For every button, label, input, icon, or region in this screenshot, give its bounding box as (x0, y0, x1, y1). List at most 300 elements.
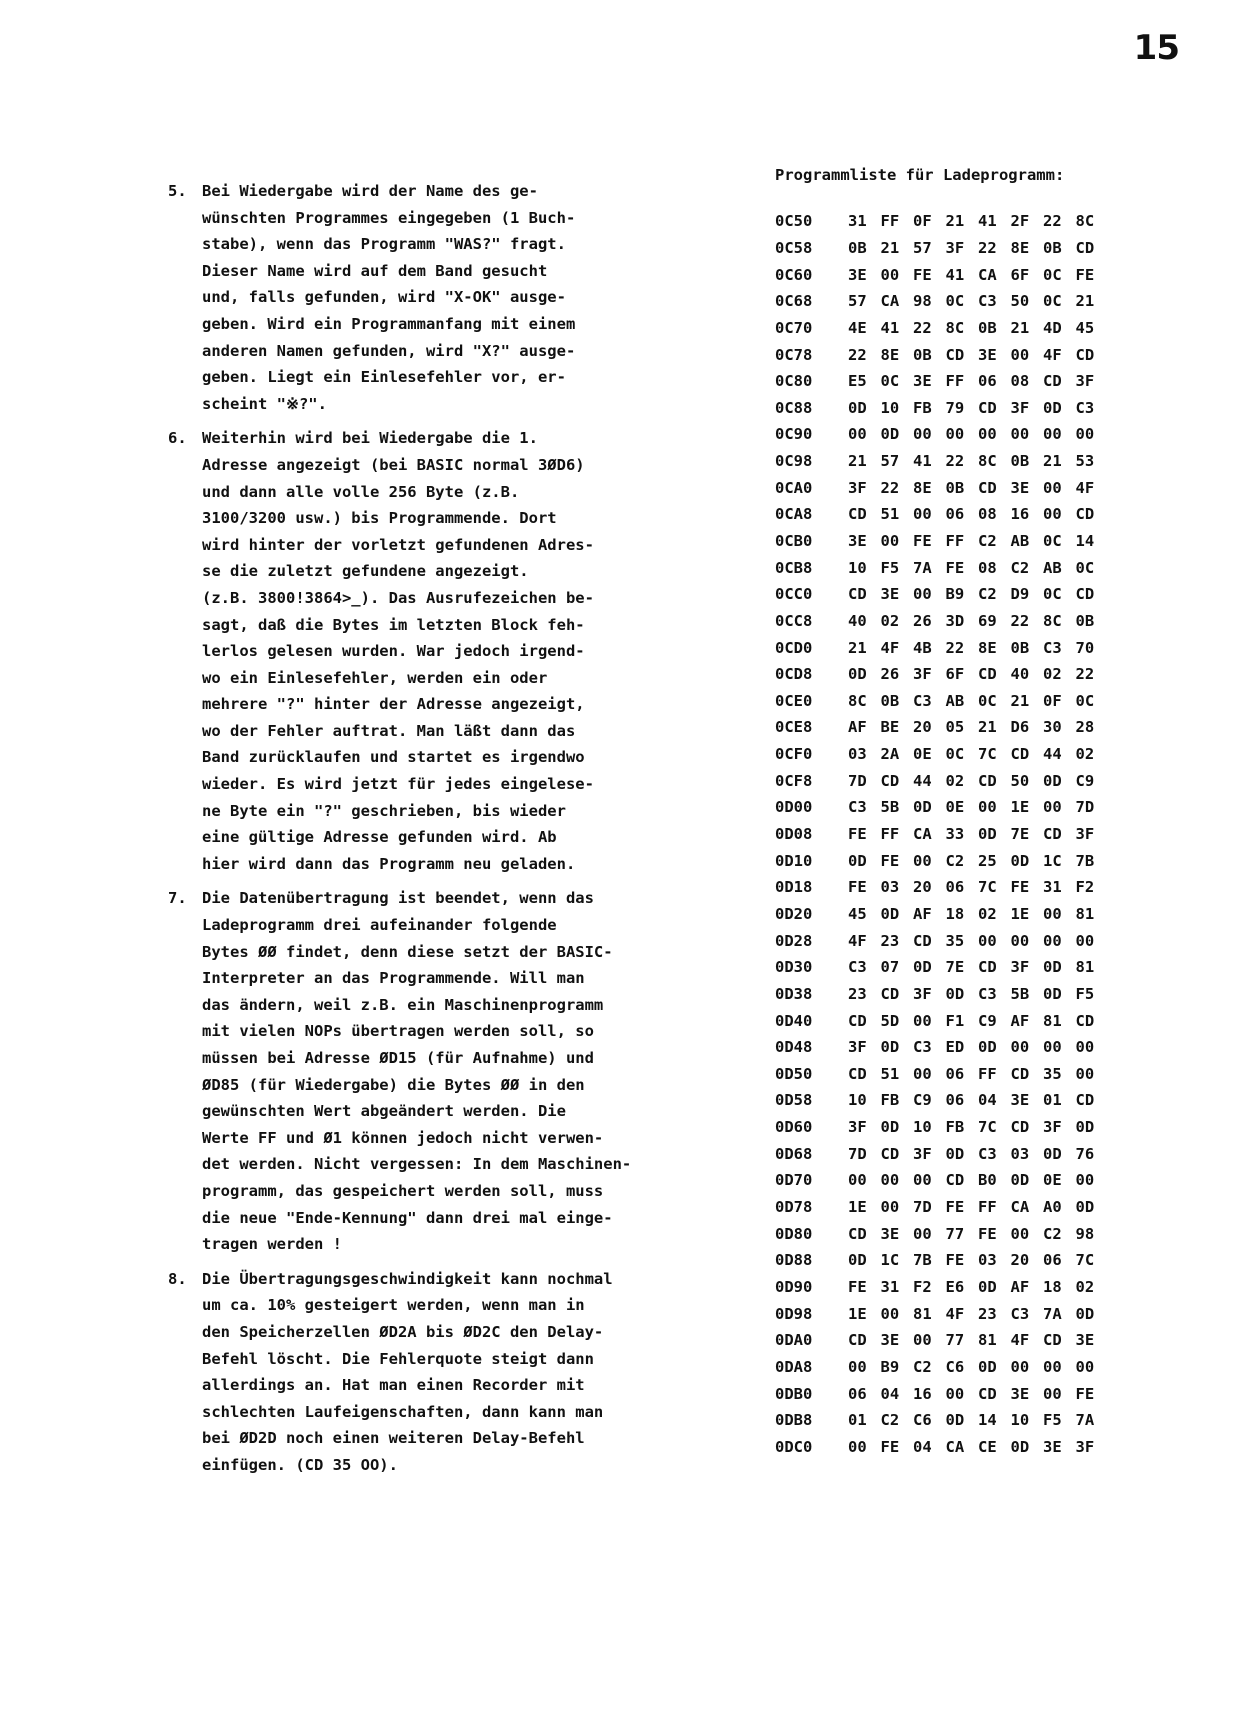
hex-byte: 23 (978, 1304, 997, 1323)
hex-byte: 3F (848, 478, 867, 497)
hex-byte: 0D (880, 1038, 900, 1057)
text-line: stabe), wenn das Programm "WAS?" fragt. (202, 235, 566, 254)
hex-byte: 98 (913, 292, 932, 311)
hex-byte: 7A (1043, 1304, 1062, 1323)
hex-byte: 4F (945, 1304, 965, 1323)
hex-byte: 20 (1010, 1251, 1030, 1270)
numbered-paragraph (168, 178, 728, 417)
hex-row (775, 767, 1195, 794)
hex-row (775, 394, 1195, 421)
hex-byte: 00 (913, 1011, 932, 1030)
hex-byte: 00 (1043, 478, 1062, 497)
text-line: wieder. Es wird jetzt für jedes eingelese- (202, 775, 594, 794)
hex-byte: CA (913, 825, 932, 844)
hex-byte: 6F (945, 665, 965, 684)
text-line: wo der Fehler auftrat. Man läßt dann das (202, 721, 576, 740)
hex-byte: 0C (978, 691, 997, 710)
hex-byte: 0D (880, 1118, 900, 1137)
hex-byte: 0D (945, 1144, 965, 1163)
hex-row (775, 341, 1195, 368)
hex-byte: 00 (913, 851, 932, 870)
text-line: allerdings an. Hat man einen Recorder mit (202, 1376, 585, 1395)
hex-byte: C2 (945, 851, 965, 870)
text-line: Band zurücklaufen und startet es irgendwo (202, 748, 585, 767)
hex-byte: AF (1010, 1277, 1030, 1296)
hex-byte: 4E (848, 318, 867, 337)
paragraph-body (202, 425, 728, 877)
text-line: ØD85 (für Wiedergabe) die Bytes ØØ in den (202, 1075, 585, 1094)
hex-byte: CD (945, 1171, 965, 1190)
hex-byte: 0B (848, 238, 867, 257)
hex-byte: 3E (880, 1331, 900, 1350)
hex-byte: 3E (1010, 478, 1030, 497)
hex-byte: 0C (1043, 532, 1062, 550)
hex-byte: 00 (1075, 1064, 1095, 1083)
hex-byte: 44 (913, 771, 932, 790)
hex-address: 0D48 (775, 1038, 813, 1057)
hex-byte: 00 (978, 931, 997, 950)
hex-byte: CD (848, 1224, 867, 1243)
hex-byte: 53 (1075, 452, 1095, 471)
hex-address: 0D68 (775, 1144, 813, 1163)
hex-byte: 0D (880, 904, 900, 923)
text-line: gewünschten Wert abgeändert werden. Die (202, 1102, 566, 1121)
hex-byte: CA (945, 1437, 965, 1456)
hex-byte: 8E (880, 345, 900, 364)
hex-byte: 00 (1010, 1224, 1030, 1243)
hex-byte: 02 (880, 611, 900, 630)
hex-byte: 26 (913, 611, 932, 630)
hex-byte: A0 (1043, 1198, 1062, 1217)
hex-byte: 3E (848, 532, 867, 550)
text-line: (z.B. 3800!3864>_). Das Ausrufezeichen be- (202, 588, 594, 607)
hex-byte: 2A (880, 745, 900, 764)
text-line: sagt, daß die Bytes im letzten Block feh- (202, 615, 585, 634)
hex-byte: F5 (1075, 984, 1095, 1003)
hex-byte: 7C (1075, 1251, 1095, 1270)
hex-byte: 21 (880, 238, 900, 257)
hex-byte: 31 (1043, 878, 1062, 897)
text-line: Adresse angezeigt (bei BASIC normal 3ØD6) (202, 455, 585, 474)
hex-row (775, 821, 1195, 848)
hex-byte: 21 (848, 452, 867, 471)
hex-byte: 0C (1043, 585, 1062, 604)
hex-byte: 22 (945, 638, 965, 657)
hex-byte: 33 (945, 825, 965, 844)
hex-byte: 00 (1075, 1171, 1095, 1190)
hex-byte: F2 (913, 1277, 932, 1296)
hex-byte: B9 (945, 585, 965, 604)
hex-byte: 8C (945, 318, 965, 337)
hex-byte: 21 (945, 212, 965, 231)
text-line: und, falls gefunden, wird "X-OK" ausge- (202, 288, 566, 307)
hex-byte: 00 (913, 1224, 932, 1243)
text-line: Interpreter an das Programmende. Will man (202, 969, 585, 988)
hex-address: 0C60 (775, 265, 813, 284)
hex-address: 0D00 (775, 798, 813, 817)
hex-byte: CD (978, 1384, 997, 1403)
hex-address: 0D20 (775, 904, 813, 923)
hex-byte: 06 (945, 1091, 965, 1110)
hex-byte: CD (978, 958, 997, 977)
text-line: die neue "Ende-Kennung" dann drei mal einge- (202, 1208, 613, 1227)
hex-byte: 3F (913, 1144, 932, 1163)
hex-byte: C9 (1075, 771, 1095, 790)
hex-byte: CD (978, 398, 997, 417)
hex-byte: FE (848, 1277, 867, 1296)
hex-row (775, 1247, 1195, 1274)
hex-byte: 0D (1043, 958, 1062, 977)
hex-byte: 0D (1010, 1171, 1030, 1190)
text-line: mehrere "?" hinter der Adresse angezeigt, (202, 695, 585, 714)
hex-byte: C3 (978, 1144, 997, 1163)
hex-byte: C9 (913, 1091, 932, 1110)
hex-byte: 16 (913, 1384, 932, 1403)
hex-byte: AF (1010, 1011, 1030, 1030)
paragraph-number: 8. (168, 1269, 187, 1288)
hex-byte: 23 (880, 931, 900, 950)
hex-byte: 0D (945, 1411, 965, 1430)
hex-byte: FE (848, 825, 867, 844)
hex-byte: 70 (1075, 638, 1095, 657)
hex-byte: F5 (880, 558, 900, 577)
hex-byte: CD (1075, 1011, 1095, 1030)
text-line: das ändern, weil z.B. ein Maschinenprogramm (202, 995, 604, 1014)
hex-byte: 01 (1043, 1091, 1062, 1110)
hex-byte: 00 (1043, 931, 1062, 950)
hex-byte: 03 (1010, 1144, 1030, 1163)
text-line: eine gültige Adresse gefunden wird. Ab (202, 828, 557, 847)
hex-byte: 00 (913, 505, 932, 524)
hex-byte: CD (1010, 1064, 1030, 1083)
hex-byte: 04 (880, 1384, 900, 1403)
hex-byte: 00 (1010, 425, 1030, 444)
hex-byte: C6 (945, 1357, 965, 1376)
hex-byte: F1 (945, 1011, 965, 1030)
hex-byte: 2F (1010, 212, 1030, 231)
text-line: mit vielen NOPs übertragen werden soll, so (202, 1022, 594, 1041)
hex-byte: 7E (945, 958, 965, 977)
text-line: Werte FF und Ø1 können jedoch nicht verwen- (202, 1128, 604, 1147)
hex-byte: 18 (945, 904, 965, 923)
hex-byte: 10 (1010, 1411, 1030, 1430)
hex-byte: 41 (880, 318, 900, 337)
hex-address: 0D80 (775, 1224, 813, 1243)
hex-address: 0DB8 (775, 1411, 813, 1430)
hex-byte: 00 (1043, 904, 1062, 923)
hex-row (775, 1407, 1195, 1434)
hex-byte: CD (1043, 825, 1062, 844)
hex-byte: FE (880, 1437, 900, 1456)
hex-byte: FF (945, 372, 965, 391)
hex-byte: 8E (1010, 238, 1030, 257)
hex-byte: 0D (945, 984, 965, 1003)
hex-byte: 0C (1075, 691, 1095, 710)
text-line: Ladeprogramm drei aufeinander folgende (202, 916, 557, 935)
hex-address: 0CA8 (775, 505, 813, 524)
hex-address: 0D58 (775, 1091, 813, 1110)
hex-row (775, 1380, 1195, 1407)
hex-byte: 0B (1010, 638, 1030, 657)
text-line: Dieser Name wird auf dem Band gesucht (202, 261, 548, 280)
hex-byte: 00 (1010, 1038, 1030, 1057)
hex-row (775, 1194, 1195, 1221)
hex-byte: 21 (1043, 452, 1062, 471)
hex-byte: 3D (945, 611, 965, 630)
hex-byte: 3F (1075, 825, 1095, 844)
hex-byte: 00 (1043, 425, 1062, 444)
hex-byte: 07 (880, 958, 900, 977)
hex-byte: 00 (978, 798, 997, 817)
paragraph-number: 5. (168, 182, 187, 200)
hex-address: 0DB0 (775, 1384, 813, 1403)
hex-byte: 3F (1075, 372, 1095, 391)
hex-byte: 51 (880, 1064, 900, 1083)
hex-byte: 0D (1043, 984, 1062, 1003)
text-line: hier wird dann das Programm neu geladen. (202, 854, 576, 873)
text-line: den Speicherzellen ØD2A bis ØD2C den Delay- (202, 1322, 604, 1341)
hex-byte: F5 (1043, 1411, 1062, 1430)
hex-byte: 00 (913, 425, 932, 444)
hex-byte: 00 (1043, 798, 1062, 817)
text-line: programm, das gespeichert werden soll, muss (202, 1181, 604, 1200)
hex-byte: 00 (1043, 1384, 1062, 1403)
hex-byte: 0D (1075, 1304, 1095, 1323)
hex-byte: 08 (978, 505, 997, 524)
hex-byte: 57 (913, 238, 932, 257)
hex-row (775, 1087, 1195, 1114)
hex-byte: C3 (1010, 1304, 1030, 1323)
hex-byte: C2 (978, 585, 997, 604)
hex-row (775, 1167, 1195, 1194)
text-line: wo ein Einlesefehler, werden ein oder (202, 668, 548, 687)
hex-dump-table (775, 208, 1195, 1460)
hex-byte: 0B (978, 318, 997, 337)
hex-byte: 8E (913, 478, 932, 497)
hex-byte: 7A (1075, 1411, 1095, 1430)
hex-byte: 00 (1043, 1038, 1062, 1057)
hex-byte: 14 (978, 1411, 997, 1430)
hex-byte: C3 (1075, 398, 1095, 417)
hex-byte: 00 (1010, 931, 1030, 950)
hex-row (775, 981, 1195, 1008)
hex-byte: 3E (848, 265, 867, 284)
hex-byte: 10 (880, 398, 900, 417)
hex-row (775, 554, 1195, 581)
hex-byte: FE (1075, 1384, 1095, 1403)
hex-byte: 28 (1075, 718, 1095, 737)
text-line: Die Übertragungsgeschwindigkeit kann nochmal (202, 1269, 613, 1288)
hex-byte: 4F (848, 931, 867, 950)
hex-byte: 7D (1075, 798, 1095, 817)
hex-address: 0D50 (775, 1064, 813, 1083)
text-line: Die Datenübertragung ist beendet, wenn das (202, 889, 594, 908)
hex-byte: CD (848, 1331, 867, 1350)
hex-byte: 0C (1075, 558, 1095, 577)
hex-byte: 00 (848, 1437, 867, 1456)
hex-row (775, 208, 1195, 235)
hex-byte: CD (945, 345, 965, 364)
hex-byte: 0D (978, 1038, 997, 1057)
hex-address: 0D98 (775, 1304, 813, 1323)
hex-row (775, 714, 1195, 741)
hex-byte: CD (880, 1144, 900, 1163)
hex-byte: 79 (945, 398, 965, 417)
hex-address: 0CC0 (775, 585, 813, 604)
hex-byte: C2 (978, 532, 997, 550)
hex-byte: FE (913, 532, 932, 550)
hex-row (775, 1061, 1195, 1088)
hex-byte: C3 (1043, 638, 1062, 657)
hex-byte: E6 (945, 1277, 965, 1296)
hex-row (775, 528, 1195, 555)
hex-byte: 81 (1075, 904, 1095, 923)
hex-byte: 08 (1010, 372, 1030, 391)
hex-byte: 22 (945, 452, 965, 471)
hex-byte: 10 (848, 1091, 867, 1110)
hex-row (775, 847, 1195, 874)
hex-row (775, 688, 1195, 715)
hex-byte: 1C (1043, 851, 1062, 870)
text-line: schlechten Laufeigenschaften, dann kann man (202, 1402, 604, 1421)
hex-byte: 5B (880, 798, 900, 817)
hex-address: 0C98 (775, 452, 813, 471)
hex-byte: 21 (1010, 691, 1030, 710)
hex-address: 0C58 (775, 238, 813, 257)
hex-byte: 0D (978, 1357, 997, 1376)
hex-row (775, 927, 1195, 954)
hex-row (775, 1220, 1195, 1247)
hex-byte: 14 (1075, 532, 1095, 550)
hex-row (775, 1140, 1195, 1167)
hex-byte: 00 (880, 1198, 900, 1217)
hex-byte: 8E (978, 638, 997, 657)
hex-byte: 81 (1075, 958, 1095, 977)
hex-byte: 98 (1075, 1224, 1095, 1243)
hex-row (775, 874, 1195, 901)
hex-byte: 4F (1010, 1331, 1030, 1350)
hex-byte: FE (1010, 878, 1030, 897)
text-line: anderen Namen gefunden, wird "X?" ausge- (202, 341, 576, 360)
hex-byte: 69 (978, 611, 997, 630)
hex-byte: FE (1075, 265, 1095, 284)
hex-byte: FE (978, 1224, 997, 1243)
hex-byte: C3 (913, 691, 932, 710)
hex-byte: C3 (848, 958, 867, 977)
hex-byte: 00 (1075, 931, 1095, 950)
hex-row (775, 608, 1195, 635)
hex-byte: C9 (978, 1011, 997, 1030)
numbered-paragraph (168, 425, 728, 877)
hex-byte: 02 (1043, 665, 1062, 684)
hex-byte: 0D (1010, 851, 1030, 870)
hex-byte: 00 (880, 1171, 900, 1190)
hex-byte: 20 (913, 718, 932, 737)
hex-address: 0C78 (775, 345, 813, 364)
hex-row (775, 1433, 1195, 1460)
hex-byte: 3E (913, 372, 932, 391)
hex-byte: CD (1010, 745, 1030, 764)
hex-byte: 22 (913, 318, 932, 337)
hex-byte: FF (880, 825, 900, 844)
hex-byte: 0D (848, 1251, 867, 1270)
hex-byte: 06 (945, 505, 965, 524)
hex-byte: 06 (945, 878, 965, 897)
hex-address: 0CF0 (775, 745, 813, 764)
hex-row (775, 261, 1195, 288)
hex-row (775, 421, 1195, 448)
hex-byte: 0D (848, 398, 867, 417)
hex-byte: 26 (880, 665, 900, 684)
hex-row (775, 501, 1195, 528)
hex-byte: E5 (848, 372, 867, 391)
hex-byte: 4F (1043, 345, 1062, 364)
hex-byte: 3F (1010, 958, 1030, 977)
hex-byte: 21 (1010, 318, 1030, 337)
hex-address: 0CB0 (775, 532, 813, 550)
text-line: tragen werden ! (202, 1235, 342, 1254)
hex-byte: 0D (978, 1277, 997, 1296)
hex-byte: 77 (945, 1224, 965, 1243)
hex-byte: 3E (1043, 1437, 1062, 1456)
hex-byte: 10 (848, 558, 867, 577)
hex-address: 0CD0 (775, 638, 813, 657)
hex-row (775, 1327, 1195, 1354)
hex-byte: FE (945, 1251, 965, 1270)
hex-address: 0D78 (775, 1198, 813, 1217)
hex-address: 0C80 (775, 372, 813, 391)
hex-byte: 44 (1043, 745, 1062, 764)
hex-byte: FF (945, 532, 965, 550)
hex-byte: CD (978, 771, 997, 790)
hex-address: 0C88 (775, 398, 813, 417)
text-line: geben. Liegt ein Einlesefehler vor, er- (202, 368, 566, 387)
hex-byte: 51 (880, 505, 900, 524)
hex-byte: 7D (848, 771, 867, 790)
hex-byte: 6F (1010, 265, 1030, 284)
hex-byte: 02 (1075, 1277, 1095, 1296)
text-line: müssen bei Adresse ØD15 (für Aufnahme) und (202, 1049, 594, 1067)
hex-byte: 40 (1010, 665, 1030, 684)
hex-address: 0D70 (775, 1171, 813, 1190)
hex-byte: 22 (880, 478, 900, 497)
hex-byte: 7E (1010, 825, 1030, 844)
hex-byte: 7D (848, 1144, 867, 1163)
hex-byte: 3F (913, 984, 932, 1003)
hex-byte: 1E (1010, 798, 1030, 817)
hex-byte: 00 (1075, 425, 1095, 444)
hex-byte: 7D (913, 1198, 932, 1217)
hex-address: 0CE8 (775, 718, 813, 737)
text-line: ne Byte ein "?" geschrieben, bis wieder (202, 801, 566, 820)
paragraph-body (202, 1266, 728, 1479)
hex-byte: 00 (848, 425, 867, 444)
hex-byte: 08 (978, 558, 997, 577)
text-line: det werden. Nicht vergessen: In dem Maschinen- (202, 1155, 632, 1174)
hex-row (775, 901, 1195, 928)
hex-byte: 22 (1075, 665, 1095, 684)
hex-byte: 00 (1043, 1357, 1062, 1376)
hex-byte: 0D (848, 851, 867, 870)
hex-address: 0CE0 (775, 691, 813, 710)
hex-byte: 3E (1010, 1384, 1030, 1403)
text-line: scheint "※?". (202, 394, 327, 413)
hex-address: 0D28 (775, 931, 813, 950)
hex-address: 0D40 (775, 1011, 813, 1030)
hex-byte: 4F (880, 638, 900, 657)
hex-byte: 1E (848, 1198, 867, 1217)
hex-byte: 06 (1043, 1251, 1062, 1270)
